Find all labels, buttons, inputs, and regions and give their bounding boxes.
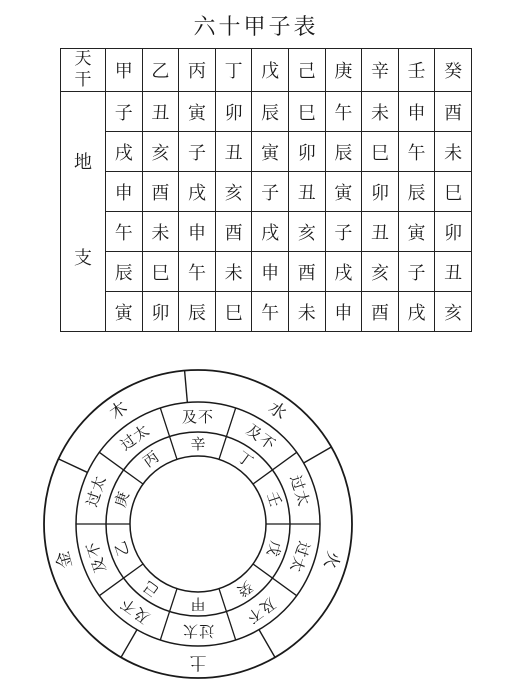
element-label: 水 (264, 397, 290, 425)
wheel-stem: 丙 (139, 447, 163, 471)
branch-cell: 酉 (215, 212, 252, 252)
branch-cell: 巳 (362, 132, 399, 172)
wheel-label: 过太 (116, 420, 154, 455)
branch-cell: 申 (325, 292, 362, 332)
branch-header-char: 地 (74, 152, 92, 173)
wheel-stem: 己 (139, 577, 163, 601)
table-body (61, 49, 472, 332)
branch-cell: 申 (106, 172, 143, 212)
branch-cell: 卯 (288, 132, 325, 172)
stem-cell: 戊 (252, 49, 289, 92)
branch-cell: 巳 (435, 172, 472, 212)
branch-header-text (73, 154, 93, 268)
wheel-stem: 癸 (233, 577, 257, 601)
branch-cell: 酉 (142, 172, 179, 212)
branch-cell: 卯 (142, 292, 179, 332)
branch-cell: 亥 (142, 132, 179, 172)
branch-cell: 卯 (435, 212, 472, 252)
sexagenary-table (60, 48, 472, 332)
wheel-ring (130, 456, 266, 592)
branch-cell: 未 (142, 212, 179, 252)
branch-cell: 申 (252, 252, 289, 292)
wheel-stem: 辛 (190, 435, 206, 453)
branch-row (61, 292, 472, 332)
branch-cell: 午 (325, 92, 362, 132)
branch-cell: 丑 (435, 252, 472, 292)
branch-cell: 子 (398, 252, 435, 292)
wheel-label: 过太 (181, 622, 215, 640)
branch-cell: 子 (106, 92, 143, 132)
element-label: 金 (52, 548, 77, 571)
branch-cell: 酉 (362, 292, 399, 332)
branch-cell: 戌 (179, 172, 216, 212)
branch-cell: 辰 (398, 172, 435, 212)
stem-header-cell (61, 49, 106, 92)
wheel-stem: 戊 (263, 538, 285, 559)
branch-row (61, 212, 472, 252)
stem-divider (160, 408, 177, 459)
element-divider (185, 371, 188, 403)
stem-cell: 丙 (179, 49, 216, 92)
branch-cell: 亥 (215, 172, 252, 212)
branch-cell: 寅 (325, 172, 362, 212)
branch-header-cell (61, 92, 106, 332)
element-label: 木 (106, 397, 132, 425)
branch-row (61, 252, 472, 292)
branch-cell: 子 (252, 172, 289, 212)
stem-cell: 辛 (362, 49, 399, 92)
element-label: 火 (319, 548, 344, 571)
branch-cell: 亥 (362, 252, 399, 292)
branch-cell: 未 (215, 252, 252, 292)
branch-cell: 辰 (179, 292, 216, 332)
element-divider (304, 447, 332, 463)
branch-cell: 午 (179, 252, 216, 292)
stem-divider (160, 589, 177, 640)
branch-row (61, 92, 472, 132)
branch-cell: 巳 (215, 292, 252, 332)
element-divider (58, 459, 87, 473)
stem-cell: 乙 (142, 49, 179, 92)
branch-cell: 未 (362, 92, 399, 132)
branch-row (61, 132, 472, 172)
element-divider (121, 630, 137, 658)
stem-header-cell-text: 天干 (74, 49, 92, 90)
page-title: 六十甲子表 (193, 15, 319, 40)
wheel-label: 过太 (82, 472, 110, 509)
wheel-label: 过太 (286, 472, 314, 509)
branch-cell: 酉 (435, 92, 472, 132)
branch-cell: 巳 (142, 252, 179, 292)
wheel-label: 及不 (242, 420, 280, 455)
branch-cell: 亥 (288, 212, 325, 252)
five-elements-wheel (40, 364, 360, 694)
element-divider (259, 630, 275, 658)
branch-cell: 辰 (106, 252, 143, 292)
stem-row (61, 49, 472, 92)
wheel-stem: 庚 (111, 489, 133, 510)
branch-cell: 子 (179, 132, 216, 172)
branch-cell: 酉 (288, 252, 325, 292)
branch-cell: 寅 (252, 132, 289, 172)
branch-cell: 寅 (398, 212, 435, 252)
branch-cell: 午 (106, 212, 143, 252)
branch-cell: 戌 (106, 132, 143, 172)
branch-cell: 子 (325, 212, 362, 252)
wheel-label: 及不 (242, 593, 280, 628)
branch-cell: 卯 (362, 172, 399, 212)
wheel-label: 及不 (116, 593, 154, 628)
wheel-stem: 甲 (190, 595, 206, 613)
stem-cell: 甲 (106, 49, 143, 92)
branch-cell: 寅 (106, 292, 143, 332)
branch-header-char: 支 (74, 248, 92, 269)
stem-cell: 癸 (435, 49, 472, 92)
branch-cell: 辰 (252, 92, 289, 132)
branch-cell: 未 (435, 132, 472, 172)
branch-cell: 戌 (252, 212, 289, 252)
wheel-stem: 壬 (263, 489, 285, 510)
stem-cell: 己 (288, 49, 325, 92)
branch-cell: 丑 (215, 132, 252, 172)
branch-cell: 丑 (142, 92, 179, 132)
wheel-label: 及不 (181, 408, 215, 426)
wheel-stem: 乙 (111, 538, 133, 559)
branch-cell: 寅 (179, 92, 216, 132)
stem-divider (219, 589, 236, 640)
stem-cell: 丁 (215, 49, 252, 92)
stem-divider (219, 408, 236, 459)
stem-cell: 庚 (325, 49, 362, 92)
branch-cell: 丑 (362, 212, 399, 252)
branch-cell: 午 (398, 132, 435, 172)
wheel-stem: 丁 (233, 447, 257, 471)
branch-cell: 戌 (325, 252, 362, 292)
stem-cell: 壬 (398, 49, 435, 92)
wheel-label: 过太 (286, 539, 314, 576)
branch-cell: 巳 (288, 92, 325, 132)
branch-cell: 申 (179, 212, 216, 252)
branch-cell: 丑 (288, 172, 325, 212)
wheel-labels (53, 398, 343, 672)
branch-cell: 亥 (435, 292, 472, 332)
branch-cell: 申 (398, 92, 435, 132)
branch-cell: 戌 (398, 292, 435, 332)
branch-row (61, 172, 472, 212)
branch-cell: 辰 (325, 132, 362, 172)
branch-cell: 午 (252, 292, 289, 332)
wheel-label: 及不 (82, 539, 110, 576)
branch-cell: 未 (288, 292, 325, 332)
branch-cell: 卯 (215, 92, 252, 132)
wheel-ring (106, 432, 290, 616)
element-label: 土 (189, 652, 207, 672)
